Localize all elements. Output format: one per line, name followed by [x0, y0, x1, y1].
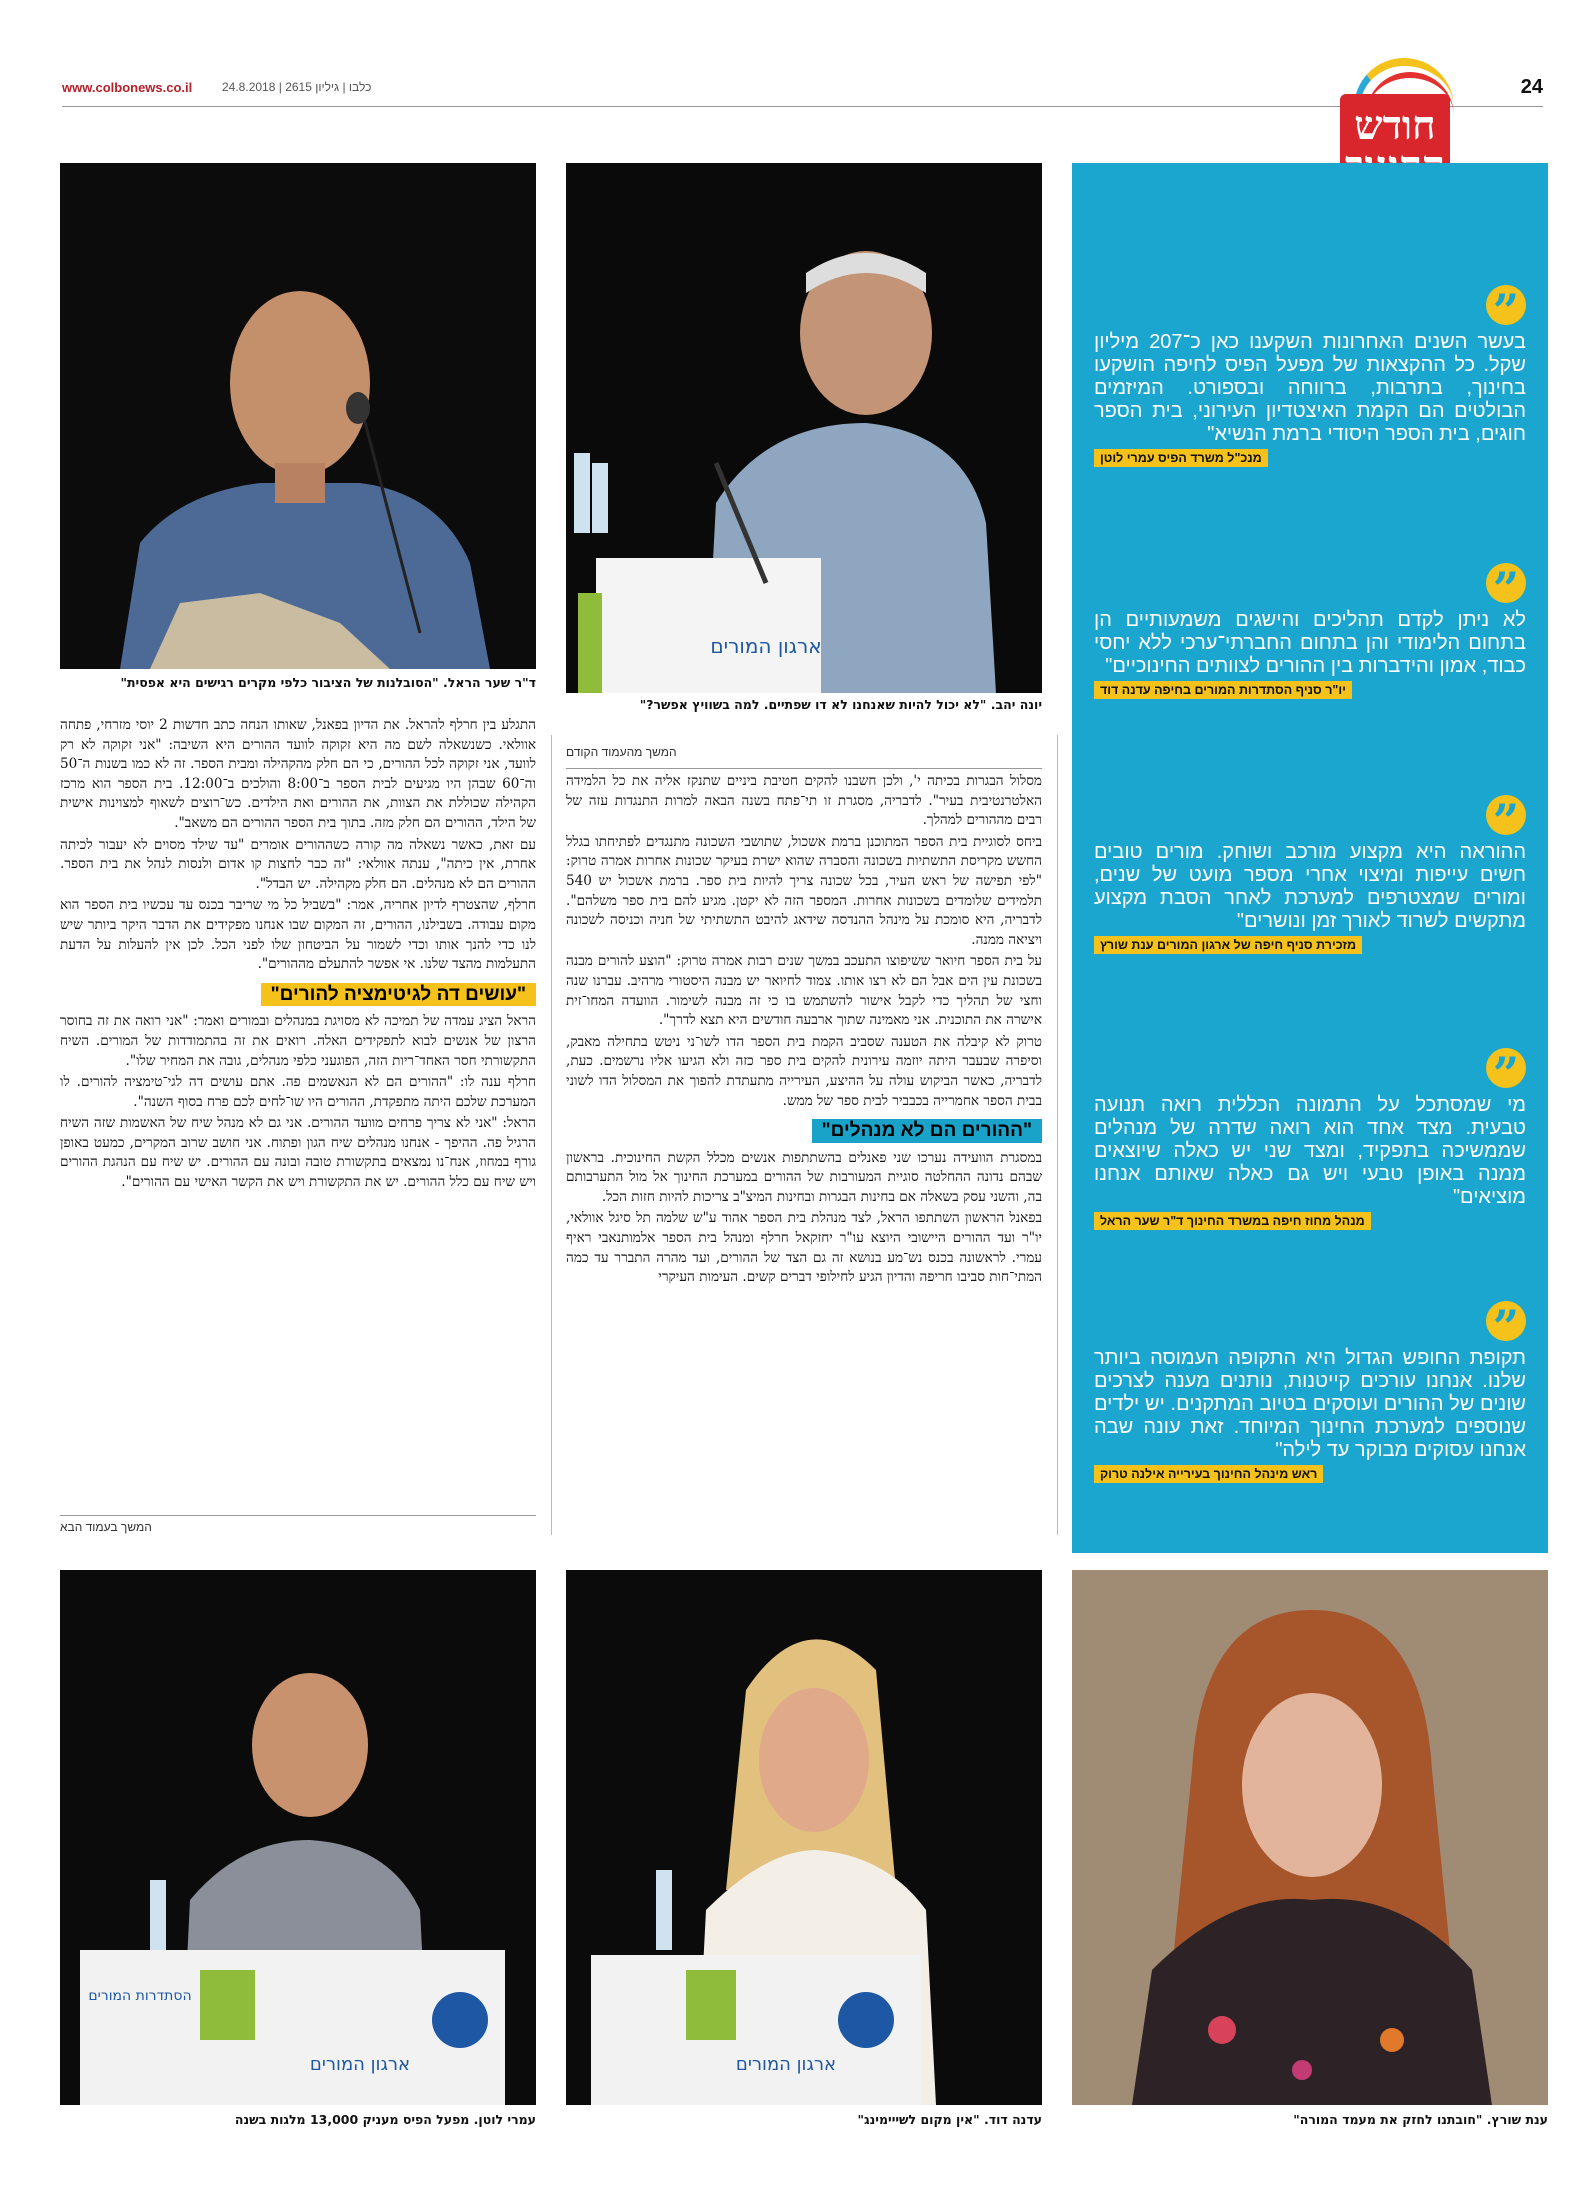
quote-attribution: ראש מינהל החינוך בעירייה אילנה טרוק	[1094, 1465, 1323, 1483]
caption-bottom-mid: עדנה דוד. "אין מקום לשייימינג"	[857, 2112, 1042, 2127]
middle-paragraph: ביחס לסוגיית בית הספר המתוכנן ברמת אשכול, שתושבי השכונה מתנגדים לפתיחתו בגלל החשש מקריסת התשתיות בשכונה והסברה שהוא ישרת בעיקר שכונות אחרות אמרה טרוק: "לפי תפישה של ראש העיר, בכל שכונה צריך להיות בית ספר. ברמת אשכול יש 540 תלמידים שלומדים בשכונות אחרות. המספר הזה לא יקטן. מגיע להם בית ספר משלהם". לדבריה, היא סומכת על מינהל ההנדסה שידאג להיבט התשתיתי של חניה וכניסה לשכונה ויציאה ממנה.	[566, 833, 1042, 948]
middle-paragraph: על בית הספר חיואר ששיפוצו התעכב במשך שנים רבות אמרה טרוק: "הוצע להורים מבנה בשכונת עין הים אבל הם לא רצו אותו. צמוד לחיואר יש מבנה היסטורי מרהיב. עברנו שנה וחצי של תהליך כדי לקבל אישור להשתמש בו כי זה מבנה לשימור. הוועדה המחו־זית אישרה את התוכנית. אני מאמינה שתוך ארבעה חודשים היא תצא לדרך".	[566, 953, 1042, 1029]
photo-edna-david	[566, 1570, 1042, 2105]
quote-attribution: מנהל מחוז חיפה במשרד החינוך ד"ר שער הראל	[1094, 1212, 1371, 1230]
quote-attribution: מזכירת סניף חיפה של ארגון המורים ענת שורץ	[1094, 936, 1362, 954]
photo-yona-yahav	[566, 163, 1042, 693]
podium-org1: ארגון המורים	[309, 2054, 411, 2075]
caption-top-left: ד"ר שער הראל. "הסובלנות של הציבור כלפי מקרים רגישים היא אפסית"	[120, 675, 536, 690]
continued-from-note: המשך מהעמוד הקודם	[566, 745, 677, 759]
podium-org1: ארגון המורים	[735, 2054, 837, 2075]
header-rule	[62, 106, 1543, 107]
middle-paragraph: בפאנל הראשון השתתפו הראל, לצד מנהלת בית הספר אהוד ע"ש שלמה תל סיגל אוולאי, יו"ר ועד ההורים היישובי היוצא עו"ר יחזקאל חרלף ומנהל בית הספר אלמותנאבי ראיף עמרי. לראשונה בכנס נש־מע בנושא זה גם הצד של ההורים, ועד מהרה התברר עד כמה המתי־חות סביבו חריפה והדיון הגיע לחילופי דברים קשים. העימות העיקרי	[566, 1210, 1042, 1286]
page-number: 24	[1520, 76, 1543, 98]
quotes-sidebar	[1072, 163, 1548, 1553]
left-paragraph: התגלע בין חרלף להראל. את הדיון בפאנל, שאותו הנחה כתב חדשות 2 יוסי מזרחי, פתחה אוולאי. כשנשאלה לשם מה היא זקוקה לוועד ההורים היא השיבה: "אני זקוקה לא רק לוועד, אני זקוקה לכל ההורים, כי הם חלק מהקהילה ומבית הספר. זה לא כמו בשנות ה־50 וה־60 שבהן היו מגיעים לבית הספר ב־8:00 והולכים ב־12:00. בית הספר הוא מרכז הקהילה שכוללת את הצוות, את ההורים ואת הילדים. כש־רוצים לשאוף למצוינות אישית של הילד, ההורים הם חלק מזה. בתוך בית הספר ההורים הם משאב".	[60, 717, 536, 831]
quote-mark-icon: ”	[1486, 1301, 1526, 1341]
middle-paragraph: טרוק לא קיבלה את הטענה שסביב הקמת בית הספר הדו לשו־ני ניטש בתחילה מאבק, וסיפרה שבעבר היתה יוזמה עירונית להקים בית ספר כזה ולא הגיעו אליו נרשמים. כעת, לדבריה, כאשר הביקוש עולה על ההיצע, העירייה מתעתדת להפוך את המסלול הדו לשוני בבית הספר אחמרייה בכבביר לבית ספר של ממש.	[566, 1033, 1042, 1109]
sidebar-quote-4	[1072, 1094, 1548, 1230]
column-divider-2	[1057, 735, 1058, 1535]
sidebar-quote-3	[1072, 841, 1548, 954]
photo-sheer-harel	[60, 163, 536, 669]
photo-omri-lotan	[60, 1570, 536, 2105]
middle-subhead: "ההורים הם לא מנהלים"	[812, 1119, 1042, 1143]
podium-org1: ארגון המורים	[710, 634, 822, 658]
quote-text: תקופת החופש הגדול היא התקופה העמוסה ביותר שלנו. אנחנו עורכים קייטנות, נותנים מענה לצרכים שונים של ההורים ועוסקים בטיוב המתקנים. יש ילדים שנוספים למערכת החינוך המיוחד. זאת עונה שבה אנחנו עסוקים מבוקר עד לילה"	[1094, 1347, 1526, 1461]
quote-mark-icon: ”	[1486, 795, 1526, 835]
quote-text: בעשר השנים האחרונות השקענו כאן כ־207 מיליון שקל. כל ההקצאות של מפעל הפיס לחיפה הושקעו בחינוך, בתרבות, ברווחה ובספורט. המיזמים הבולטים הם הקמת האיצטדיון העירוני, בית הספר חוגים, בית הספר היסודי ברמת הנשיא"	[1094, 331, 1526, 445]
quote-text: לא ניתן לקדם תהליכים והישגים משמעותיים הן בתחום הלימודי והן בתחום החברתי־ערכי ללא יחסי כבוד, אמון והידברות בין ההורים לצוותים החינוכיים"	[1094, 609, 1526, 677]
quote-text: מי שמסתכל על התמונה הכללית רואה תנועה טבעית. מצד אחד הוא רואה שדרה של מנהלים שממשיכה בתפקיד, ומצד שני יש כאלה שיוצאים ממנה באופן טבעי ויש גם כאלה שאותם אנחנו מוציאים"	[1094, 1094, 1526, 1208]
middle-top-rule	[566, 768, 1042, 769]
middle-paragraph: במסגרת הוועידה נערכו שני פאנלים בהשתתפות אנשים מכלל הקשת החינוכית. בראשון שבהם נדונה ההחלטה סוגיית המעורבות של ההורים במערכת החינוך אל מול התערבותם בה, והשני עסק בשאלה אם בחינות הבגרות ובחינות המיצ"ב צריכות להיות חזות הכל.	[566, 1149, 1042, 1205]
quote-attribution: מנכ"ל משרד הפיס עמרי לוטן	[1094, 449, 1268, 467]
left-bottom-rule	[60, 1515, 536, 1516]
quote-text: ההוראה היא מקצוע מורכב ושוחק. מורים טובים חשים עייפות ומיצוי אחרי מספר מועט של שנים, ומורים שמצטרפים למערכת לאחר הסבת מקצוע מתקשים לשרוד לאורך זמן ונושרים"	[1094, 841, 1526, 932]
quote-attribution: יו"ר סניף הסתדרות המורים בחיפה עדנה דוד	[1094, 681, 1352, 699]
caption-top-mid: יונה יהב. "לא יכול להיות שאנחנו לא דו שפתיים. למה בשוויץ אפשר?"	[639, 697, 1042, 712]
quote-mark-icon: ”	[1486, 563, 1526, 603]
left-paragraph: הראל הציג עמדה של תמיכה לא מסויגת במנהלים ובמורים ואמר: "אני רואה את זה בחוסר הרצון של אנשים לבוא לתפקידים האלה. רואים את זה בהתמודדות של המורים. השיח התקשורתי חסר האחד־ריות הזה, הפוגעני כלפי מנהלים, גובה את המחיר שלו".	[60, 1013, 536, 1069]
left-paragraph: עם זאת, כאשר נשאלה מה קורה כשההורים אומרים "עד שילד מסוים לא יעבור לכיתה אחרת, אין כיתה", ענתה אוולאי: "זה כבר לחצות קו אדום ולנסות לנהל את בית הספר. ההורים הם לא מנהלים. הם חלק מקהילה. יש הבדל".	[60, 836, 536, 892]
logo-line1: חודש	[1354, 103, 1436, 148]
column-divider-1	[551, 735, 552, 1535]
sidebar-quote-5	[1072, 1347, 1548, 1483]
caption-bottom-left: עמרי לוטן. מפעל הפיס מעניק 13,000 מלגות בשנה	[234, 2112, 536, 2127]
issue-meta: כלבו | גיליון 2615 | 24.8.2018	[222, 80, 372, 94]
podium-org4: הסתדרות המורים	[88, 1988, 192, 2004]
site-url[interactable]: www.colbonews.co.il	[62, 80, 193, 95]
continued-to-note: המשך בעמוד הבא	[60, 1520, 152, 1534]
left-subhead: "עושים דה לגיטימציה להורים"	[261, 983, 536, 1007]
left-paragraph: חרלף, שהצטרף לדיון אחריה, אמר: "בשביל כל מי שריבר בכנס עד עכשיו בית הספר הוא מקום עבודה. בשבילנו, ההורים, זה המקום שבו אנחנו מפקידים את הדבר היקר ביותר שיש לנו כדי להנך אותו וכדי לשמור על הביטחון שלו לפני הכל. לכן אין להעלות על הדעת התעלמות מהצד שלנו. אי אפשר להתעלם מההורים".	[60, 897, 536, 973]
sidebar-quote-2	[1072, 609, 1548, 699]
photo-anat-schwartz	[1072, 1570, 1548, 2105]
left-paragraph: חרלף ענה לו: "ההורים הם לא הנאשמים פה. אתם עושים דה לגי־טימציה להורים. לו המערכת שלכם היתה מתפקדת, ההורים היו שו־לחים לכם פרח בסוף השנה".	[60, 1074, 536, 1110]
left-paragraph: הראל: "אני לא צריך פרחים מוועד ההורים. אני גם לא מנהל שיח של האשמות שזה השיח הרגיל פה. ההיפך - אנחנו מנהלים שיח הגון ופתוח. אני חושב שרוב המקרים, כמעט באופן גורף במחוז, אנח־נו נמצאים בתקשורת טובה ובונה עם ההורים. יש שיח עם הנהגת ההורים ויש שיח עם כלל ההורים. יש את התקשורת ויש את הקשר האישי עם ההורים".	[60, 1115, 536, 1191]
middle-paragraph: מסלול הבגרות בכיתה י', ולכן חשבנו להקים חטיבת ביניים שתנקז אליה את כל הלמידה האלטרנטיבית בעיר". לדבריה, מסגרת זו תי־פתח בשנה הבאה למרות התנגדות עזה של רבים מההורים למהלך.	[566, 773, 1042, 829]
quote-mark-icon: ”	[1486, 1048, 1526, 1088]
quote-mark-icon: ”	[1486, 285, 1526, 325]
middle-column-text	[566, 772, 1042, 1290]
caption-bottom-right: ענת שורץ. "חובתנו לחזק את מעמד המורה"	[1293, 2112, 1548, 2127]
left-column-text	[60, 716, 536, 1195]
sidebar-quote-1	[1072, 331, 1548, 467]
